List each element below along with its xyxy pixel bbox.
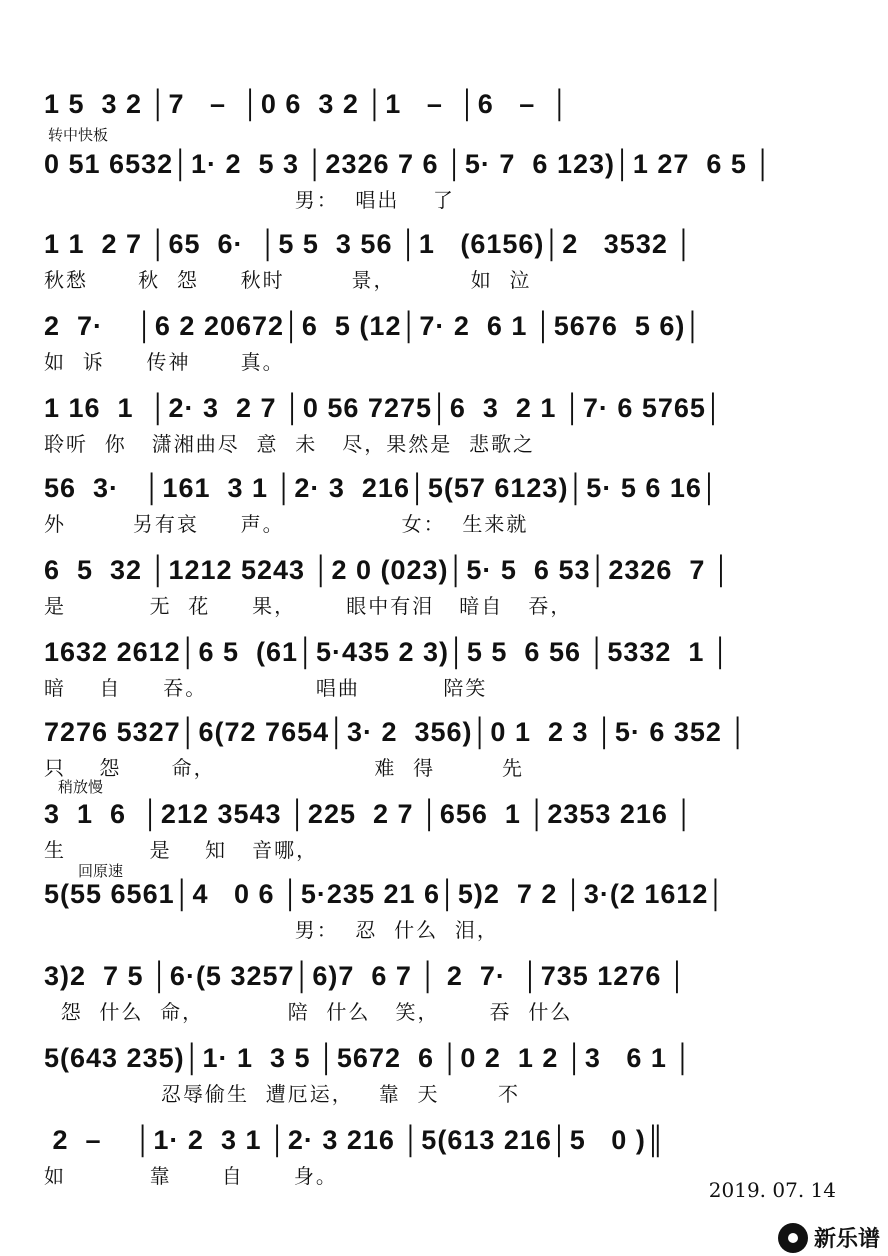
notes-line: 56 3· │161 3 1 │2· 3 216│5(57 6123)│5· 5 6 16│ xyxy=(44,473,720,503)
tempo-mark-return: 回原速 xyxy=(78,862,124,880)
notes-line: 0 51 6532│1· 2 5 3 │2326 7 6 │5· 7 6 123)│1 27 6 5 │ xyxy=(44,149,774,179)
vinyl-record-icon xyxy=(778,1223,808,1253)
lyrics-line: 男： 唱出 了 xyxy=(44,188,455,212)
lyrics-line: 怨 什么 命， 陪 什么 笑， 吞 什么 xyxy=(44,1000,573,1024)
lyrics-line: 是 无 花 果， 眼中有泪 暗自 吞， xyxy=(44,594,573,618)
notes-line: 2 – │1· 2 3 1 │2· 3 216 │5(613 216│5 0 )║ xyxy=(44,1125,666,1155)
lyrics-line: 只 怨 命， 难 得 先 xyxy=(44,756,524,780)
notes-line: 2 7· │6 2 20672│6 5 (12│7· 2 6 1 │5676 5 6)│ xyxy=(44,311,704,341)
tempo-mark-slow: 稍放慢 xyxy=(58,778,104,796)
notes-line: 3 1 6 │212 3543 │225 2 7 │656 1 │2353 216 │ xyxy=(44,799,695,829)
lyrics-line: 忍辱偷生 遭厄运， 靠 天 不 xyxy=(44,1082,521,1106)
lyrics-line: 暗 自 吞。 唱曲 陪笑 xyxy=(44,676,488,700)
lyrics-line: 秋愁 秋 怨 秋时 景， 如 泣 xyxy=(44,268,532,292)
lyrics-line: 如 诉 传神 真。 xyxy=(44,350,285,374)
notes-line: 5(55 6561│4 0 6 │5·235 21 6│5)2 7 2 │3·(2 1612│ xyxy=(44,879,727,909)
notes-line: 5(643 235)│1· 1 3 5 │5672 6 │0 2 1 2 │3 6 1 │ xyxy=(44,1043,694,1073)
lyrics-line: 生 是 知 音哪， xyxy=(44,838,319,862)
notes-line: 3)2 7 5 │6·(5 3257│6)7 6 7 │ 2 7· │735 1276 │ xyxy=(44,961,688,991)
brand-name: 新乐谱 xyxy=(813,1227,880,1252)
notes-line: 1632 2612│6 5 (61│5·435 2 3)│5 5 6 56 │5332 1 │ xyxy=(44,637,731,667)
lyrics-line: 外 另有哀 声。 女： 生来就 xyxy=(44,512,529,536)
notes-line: 1 5 3 2 │7 – │0 6 3 2 │1 – │6 – │ xyxy=(44,89,571,119)
brand-watermark xyxy=(778,1222,880,1253)
notes-line: 6 5 32 │1212 5243 │2 0 (023)│5· 5 6 53│2326 7 │ xyxy=(44,555,732,585)
notes-line: 1 1 2 7 │65 6· │5 5 3 56 │1 (6156)│2 3532 │ xyxy=(44,229,695,259)
notes-line: 7276 5327│6(72 7654│3· 2 356)│0 1 2 3 │5· 6 352 │ xyxy=(44,717,749,747)
notes-line: 1 16 1 │2· 3 2 7 │0 56 7275│6 3 2 1 │7· 6 5765│ xyxy=(44,393,724,423)
score-date: 2019. 07. 14 xyxy=(708,1178,836,1202)
lyrics-line: 聆听 你 潇湘曲尽 意 未 尽，果然是 悲歌之 xyxy=(44,432,536,456)
lyrics-line: 如 靠 自 身。 xyxy=(44,1164,338,1188)
lyrics-line: 男： 忍 什么 泪， xyxy=(44,918,499,942)
tempo-mark-fast: 转中快板 xyxy=(48,126,109,144)
